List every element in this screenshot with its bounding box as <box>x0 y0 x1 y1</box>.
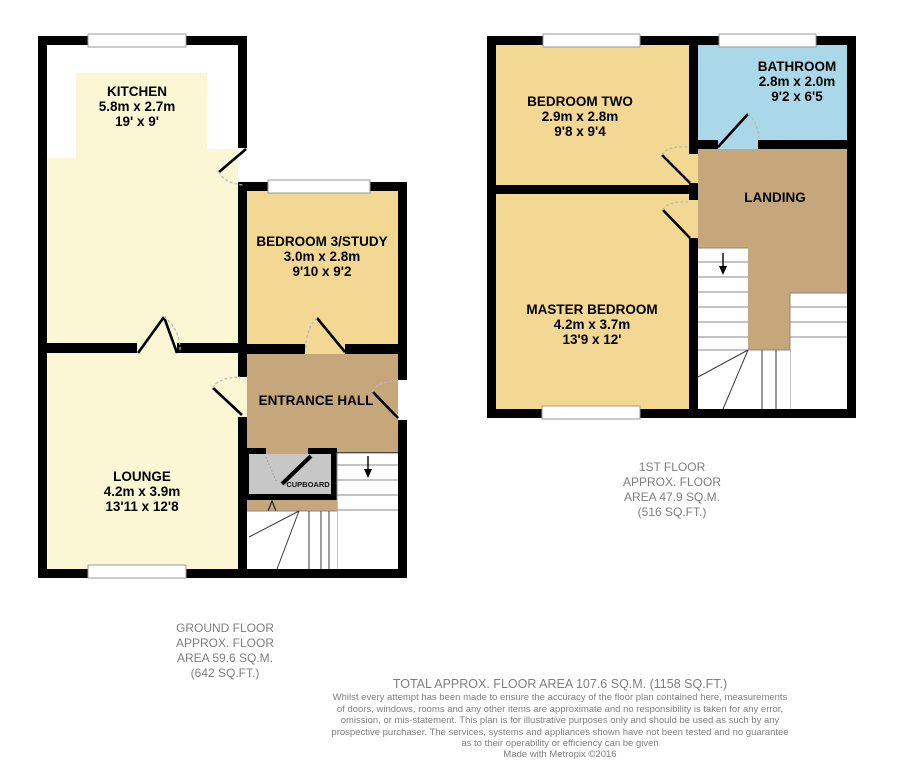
kitchen-window <box>88 34 186 47</box>
wall-bedroom2-master <box>496 185 689 194</box>
kitchen-imperial: 19' x 9' <box>115 114 159 129</box>
lounge-metric: 4.2m x 3.9m <box>103 484 181 499</box>
kitchen-metric: 5.8m x 2.7m <box>98 99 176 114</box>
bathroom-label: BATHROOM <box>757 59 837 74</box>
cupboard <box>243 448 337 500</box>
disclaimer-line-5: as to their operability or efficiency can be given <box>461 738 659 749</box>
bathroom-metric: 2.8m x 2.0m <box>758 74 836 89</box>
master-metric: 4.2m x 3.7m <box>553 317 631 332</box>
ground-area-line1: GROUND FLOOR <box>175 621 275 635</box>
disclaimer-line-2: of doors, windows, rooms and any other items are approximate and no responsibility is taken for any error, <box>336 704 784 715</box>
bedroom3-imperial: 9'10 x 9'2 <box>292 264 352 279</box>
bedroom3-metric: 3.0m x 2.8m <box>283 249 361 264</box>
landing-label: LANDING <box>744 190 806 205</box>
footer <box>331 677 788 760</box>
lounge-window <box>88 565 186 578</box>
bedroom2-door-opening <box>689 154 698 183</box>
bedroom2-imperial: 9'8 x 9'4 <box>554 124 606 139</box>
disclaimer-line-1: Whilst every attempt has been made to ensure the accuracy of the floor plan contained here, measurements <box>332 692 788 703</box>
first-area-line4: (516 SQ.FT.) <box>637 505 707 519</box>
ground-floor-plan <box>38 34 407 680</box>
master-imperial: 13'9 x 12' <box>562 332 622 347</box>
disclaimer-line-4: prospective purchaser. The services, systems and appliances shown have not been tested and no guarantee <box>331 727 789 738</box>
first-floor-plan <box>487 34 856 519</box>
ground-area-line4: (642 SQ.FT.) <box>190 666 260 680</box>
master-label: MASTER BEDROOM <box>526 302 658 317</box>
bedroom3-window <box>268 180 370 193</box>
disclaimer-line-3: omission, or mis-statement. This plan is for illustrative purposes only and should be used as such by any <box>340 715 780 726</box>
ground-area-line2: APPROX. FLOOR <box>175 636 275 650</box>
first-area-line1: 1ST FLOOR <box>638 460 706 474</box>
bedroom2-window <box>543 34 640 47</box>
master-door-opening <box>689 200 698 238</box>
master-window <box>542 406 640 419</box>
cupboard-label: CUPBOARD <box>286 480 330 489</box>
first-area-line2: APPROX. FLOOR <box>622 475 722 489</box>
entrance-hall-label: ENTRANCE HALL <box>258 393 374 408</box>
credit-label: Made with Metropix ©2016 <box>503 749 617 760</box>
lounge-imperial: 13'11 x 12'8 <box>105 499 179 514</box>
bedroom2-label: BEDROOM TWO <box>527 94 633 109</box>
bathroom-window <box>719 34 816 47</box>
bathroom-imperial: 9'2 x 6'5 <box>771 89 823 104</box>
lounge-label: LOUNGE <box>113 469 171 484</box>
first-area-line3: AREA 47.9 SQ.M. <box>623 490 721 504</box>
bedroom2-metric: 2.9m x 2.8m <box>541 109 619 124</box>
bedroom3-label: BEDROOM 3/STUDY <box>256 234 388 249</box>
front-door-opening <box>398 380 407 420</box>
kitchen-label: KITCHEN <box>107 84 167 99</box>
ground-area-line3: AREA 59.6 SQ.M. <box>176 651 274 665</box>
total-area-label: TOTAL APPROX. FLOOR AREA 107.6 SQ.M. (1158 SQ.FT.) <box>392 677 728 691</box>
